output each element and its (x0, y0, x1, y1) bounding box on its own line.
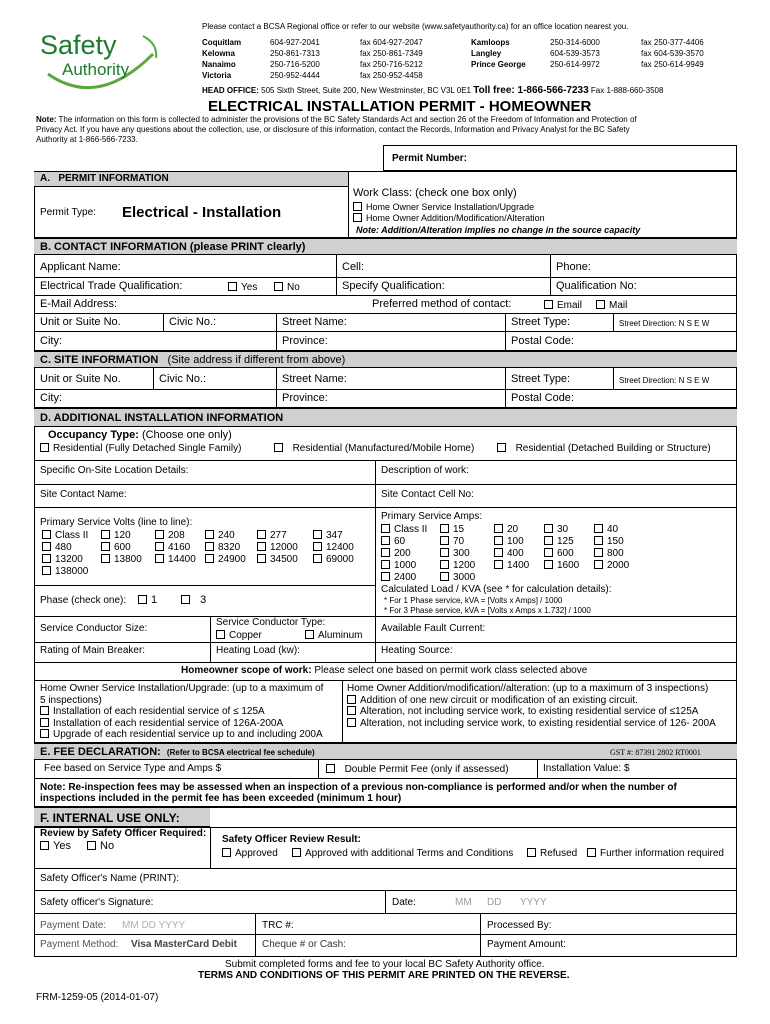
payment-amount-label: Payment Amount: (487, 939, 566, 950)
site-street-name-label: Street Name: (282, 373, 347, 385)
scope-of-work-title: Homeowner scope of work: Please select one based on permit work class selected above (181, 665, 588, 676)
review-no[interactable]: No (87, 841, 114, 852)
heating-load-label: Heating Load (kw): (216, 645, 300, 656)
section-a-title: A. PERMIT INFORMATION (40, 173, 169, 184)
office-phones-2: 250-314-6000 604-539-3573 250-614-9972 (550, 38, 600, 69)
conductor-aluminum[interactable]: Aluminum (305, 630, 362, 641)
phase-3[interactable]: 3 (181, 595, 206, 606)
site-province-label: Province: (282, 392, 328, 404)
calc-3-phase: * For 3 Phase service, kVA = [Volts x Amps x 1.732] / 1000 (384, 606, 591, 615)
section-d-title: D. ADDITIONAL INSTALLATION INFORMATION (40, 412, 284, 424)
preferred-mail[interactable]: Mail (596, 300, 627, 311)
review-result-label: Safety Officer Review Result: (222, 834, 361, 845)
postal-label: Postal Code: (511, 335, 574, 347)
site-contact-label: Site Contact Name: (40, 489, 127, 500)
result-refused[interactable]: Refused (527, 848, 577, 859)
heating-source-label: Heating Source: (381, 645, 453, 656)
calculated-load-label: Calculated Load / KVA (see * for calculation details): (381, 584, 612, 595)
office-names-2: Kamloops Langley Prince George (471, 38, 526, 69)
conductor-type-label: Service Conductor Type: (216, 617, 326, 628)
wc-note: Note: Addition/Alteration implies no change in the source capacity (356, 225, 641, 235)
result-further-info[interactable]: Further information required (587, 848, 724, 859)
office-phones-1: 604-927-2041 250-861-7313 250-716-5200 250-952-4444 (270, 38, 320, 80)
terms-notice: TERMS AND CONDITIONS OF THIS PERMIT ARE PRINTED ON THE REVERSE. (198, 970, 570, 981)
occupancy-structure[interactable]: Residential (Detached Building or Structure) (497, 443, 711, 454)
fault-current-label: Available Fault Current: (381, 623, 486, 634)
scope-left-opt2[interactable]: Installation of each residential service of 126A-200A (40, 718, 323, 730)
officer-name-label: Safety Officer's Name (PRINT): (40, 873, 179, 884)
section-b-header (34, 238, 737, 255)
safety-authority-logo (28, 24, 168, 94)
permit-type-label: Permit Type: (40, 207, 96, 218)
trade-qual-label: Electrical Trade Qualification: (40, 280, 183, 292)
province-label: Province: (282, 335, 328, 347)
applicant-name-label: Applicant Name: (40, 261, 121, 273)
site-street-direction: Street Direction: N S E W (619, 376, 710, 385)
payment-method-label: Payment Method: (40, 939, 119, 950)
fee-based-label: Fee based on Service Type and Amps $ (44, 763, 222, 774)
scope-left: Home Owner Service Installation/Upgrade: (up to a maximum of 5 inspections) Installation of each residential service of ≤ 125A Installation of each residential service of 126A-200A Upgrade of each residential service up to and including 200A (40, 683, 324, 740)
scope-left-opt1[interactable]: Installation of each residential service of ≤ 125A (40, 706, 323, 718)
main-breaker-label: Rating of Main Breaker: (40, 645, 146, 656)
payment-date-hint[interactable]: MM DD YYYY (122, 920, 186, 931)
site-civic-label: Civic No.: (159, 373, 207, 385)
payment-methods[interactable]: Visa MasterCard Debit (131, 939, 237, 950)
scope-right-opt3[interactable]: Alteration, not including service work, to existing residential service of 126- 200A (347, 718, 716, 730)
trade-qual-no[interactable]: No (274, 282, 300, 293)
preferred-email[interactable]: Email (544, 300, 582, 311)
double-fee-option[interactable]: Double Permit Fee (only if assessed) (326, 764, 509, 775)
review-required-label: Review by Safety Officer Required: (40, 828, 207, 839)
section-f-title: F. INTERNAL USE ONLY: (40, 811, 180, 825)
section-b-title: B. CONTACT INFORMATION (please PRINT clearly) (40, 241, 306, 253)
permit-number-label: Permit Number: (392, 153, 468, 164)
installation-value-label: Installation Value: $ (543, 763, 630, 774)
section-c-header: C. SITE INFORMATION (Site address if different from above) (34, 351, 737, 368)
submit-instructions: Submit completed forms and fee to your local BC Safety Authority office. (225, 959, 545, 970)
officer-signature-label: Safety officer's Signature: (40, 897, 154, 908)
calc-1-phase: * For 1 Phase service, kVA = [Volts x Amps] / 1000 (384, 596, 563, 605)
site-postal-label: Postal Code: (511, 392, 574, 404)
phase-label: Phase (check one): (40, 595, 127, 606)
section-e-header (34, 743, 737, 760)
cheque-label: Cheque # or Cash: (262, 939, 346, 950)
section-e-title: E. FEE DECLARATION: (Refer to BCSA electrical fee schedule) (40, 746, 315, 758)
reinspection-note: Note: Re-inspection fees may be assessed when an inspection of a previous non-compliance is performed and/or when the number of inspections included in the permit fee has been exceeded (minimum 1 hour) (40, 782, 677, 804)
occupancy-label: Occupancy Type: (Choose one only) (48, 429, 232, 441)
logo-text-safety: Safety (40, 30, 117, 60)
specify-qual-label: Specify Qualification: (342, 280, 445, 292)
contact-note: Please contact a BCSA Regional office or refer to our website (www.safetyauthority.ca) for an office location nearest you. (202, 22, 629, 31)
page-title: ELECTRICAL INSTALLATION PERMIT - HOMEOWNER (208, 98, 592, 115)
date-label: Date: (392, 897, 416, 908)
trc-label: TRC #: (262, 920, 294, 931)
date-mm[interactable]: MM (455, 897, 472, 908)
qual-no-label: Qualification No: (556, 280, 637, 292)
email-label: E-Mail Address: (40, 298, 118, 310)
logo-text-authority: Authority (62, 60, 130, 79)
work-class-label: Work Class: (check one box only) (353, 187, 517, 199)
privacy-note: Note: The information on this form is collected to administer the provisions of the BC Safety Standards Act and section 26 of the Freedom of Information and Protection of Privacy Act. If you have any questions about the collection, use, or disclosure of this information, contact the Records, Information and Privacy Analyst for the BC Safety Authority at 1-866-566-7233. (36, 115, 637, 144)
processed-by-label: Processed By: (487, 920, 552, 931)
scope-right-opt1[interactable]: Addition of one new circuit or modification of an existing circuit. (347, 695, 716, 707)
scope-right: Home Owner Addition/modification//alteration: (up to a maximum of 3 inspections) Addition of one new circuit or modification of an existing circuit. Alteration, not including service work, to existing residential service of ≤125A Alteration, not including service work, to existing residential service of 126- 200A (347, 683, 716, 729)
head-office-line: HEAD OFFICE: 505 Sixth Street, Suite 200, New Westminster, BC V3L 0E1 Toll free: 1-866-566-7233 Fax 1-888-660-3508 (202, 85, 664, 96)
gst-number: GST #: 87391 2802 RT0001 (610, 748, 701, 757)
conductor-copper[interactable]: Copper (216, 630, 262, 641)
onsite-location-label: Specific On-Site Location Details: (40, 465, 189, 476)
result-approved-terms[interactable]: Approved with additional Terms and Conditions (292, 848, 513, 859)
office-fax-1: fax 604-927-2047 fax 250-861-7349 fax 250-716-5212 fax 250-952-4458 (360, 38, 423, 80)
preferred-contact-label: Preferred method of contact: (372, 298, 512, 310)
site-contact-cell-label: Site Contact Cell No: (381, 489, 474, 500)
date-dd[interactable]: DD (487, 897, 502, 908)
site-unit-label: Unit or Suite No. (40, 373, 121, 385)
cell-label: Cell: (342, 261, 365, 273)
volts-label: Primary Service Volts (line to line): (40, 517, 193, 528)
occupancy-detached[interactable]: Residential (Fully Detached Single Family) (40, 443, 241, 454)
city-label: City: (40, 335, 62, 347)
review-yes[interactable]: Yes (40, 841, 71, 852)
section-a-header (34, 171, 348, 187)
street-name-label: Street Name: (282, 316, 347, 328)
conductor-size-label: Service Conductor Size: (40, 623, 148, 634)
payment-date-label: Payment Date: (40, 920, 107, 931)
amps-label: Primary Service Amps: (381, 511, 483, 522)
street-direction-label: Street Direction: N S E W (619, 319, 710, 328)
work-description-label: Description of work: (381, 465, 469, 476)
checkbox[interactable] (353, 213, 362, 222)
wc-option-addition[interactable]: Home Owner Addition/Modification/Alteration (353, 213, 545, 223)
site-city-label: City: (40, 392, 62, 404)
civic-label: Civic No.: (169, 316, 217, 328)
scope-left-opt3[interactable]: Upgrade of each residential service up to and including 200A (40, 729, 323, 741)
result-approved[interactable]: Approved (222, 848, 278, 859)
occupancy-mobile[interactable]: Residential (Manufactured/Mobile Home) (274, 443, 474, 454)
office-names-1: Coquitlam Kelowna Nanaimo Victoria (202, 38, 242, 80)
permit-type-value: Electrical - Installation (122, 204, 282, 221)
site-street-type-label: Street Type: (511, 373, 571, 385)
phase-1[interactable]: 1 (138, 595, 157, 606)
checkbox[interactable] (353, 202, 362, 211)
office-fax-2: fax 250-377-4406 fax 604-539-3570 fax 250-614-9949 (641, 38, 704, 69)
trade-qual-yes[interactable]: Yes (228, 282, 257, 293)
permit-number-box[interactable] (383, 145, 737, 171)
wc-option-service[interactable]: Home Owner Service Installation/Upgrade (353, 202, 534, 212)
unit-label: Unit or Suite No. (40, 316, 121, 328)
street-type-label: Street Type: (511, 316, 571, 328)
form-number: FRM-1259-05 (2014-01-07) (36, 992, 159, 1003)
phone-label: Phone: (556, 261, 591, 273)
date-yyyy[interactable]: YYYY (520, 897, 547, 908)
section-f-header (34, 807, 210, 827)
section-d-header (34, 408, 737, 427)
scope-right-opt2[interactable]: Alteration, not including service work, to existing residential service of ≤125A (347, 706, 716, 718)
